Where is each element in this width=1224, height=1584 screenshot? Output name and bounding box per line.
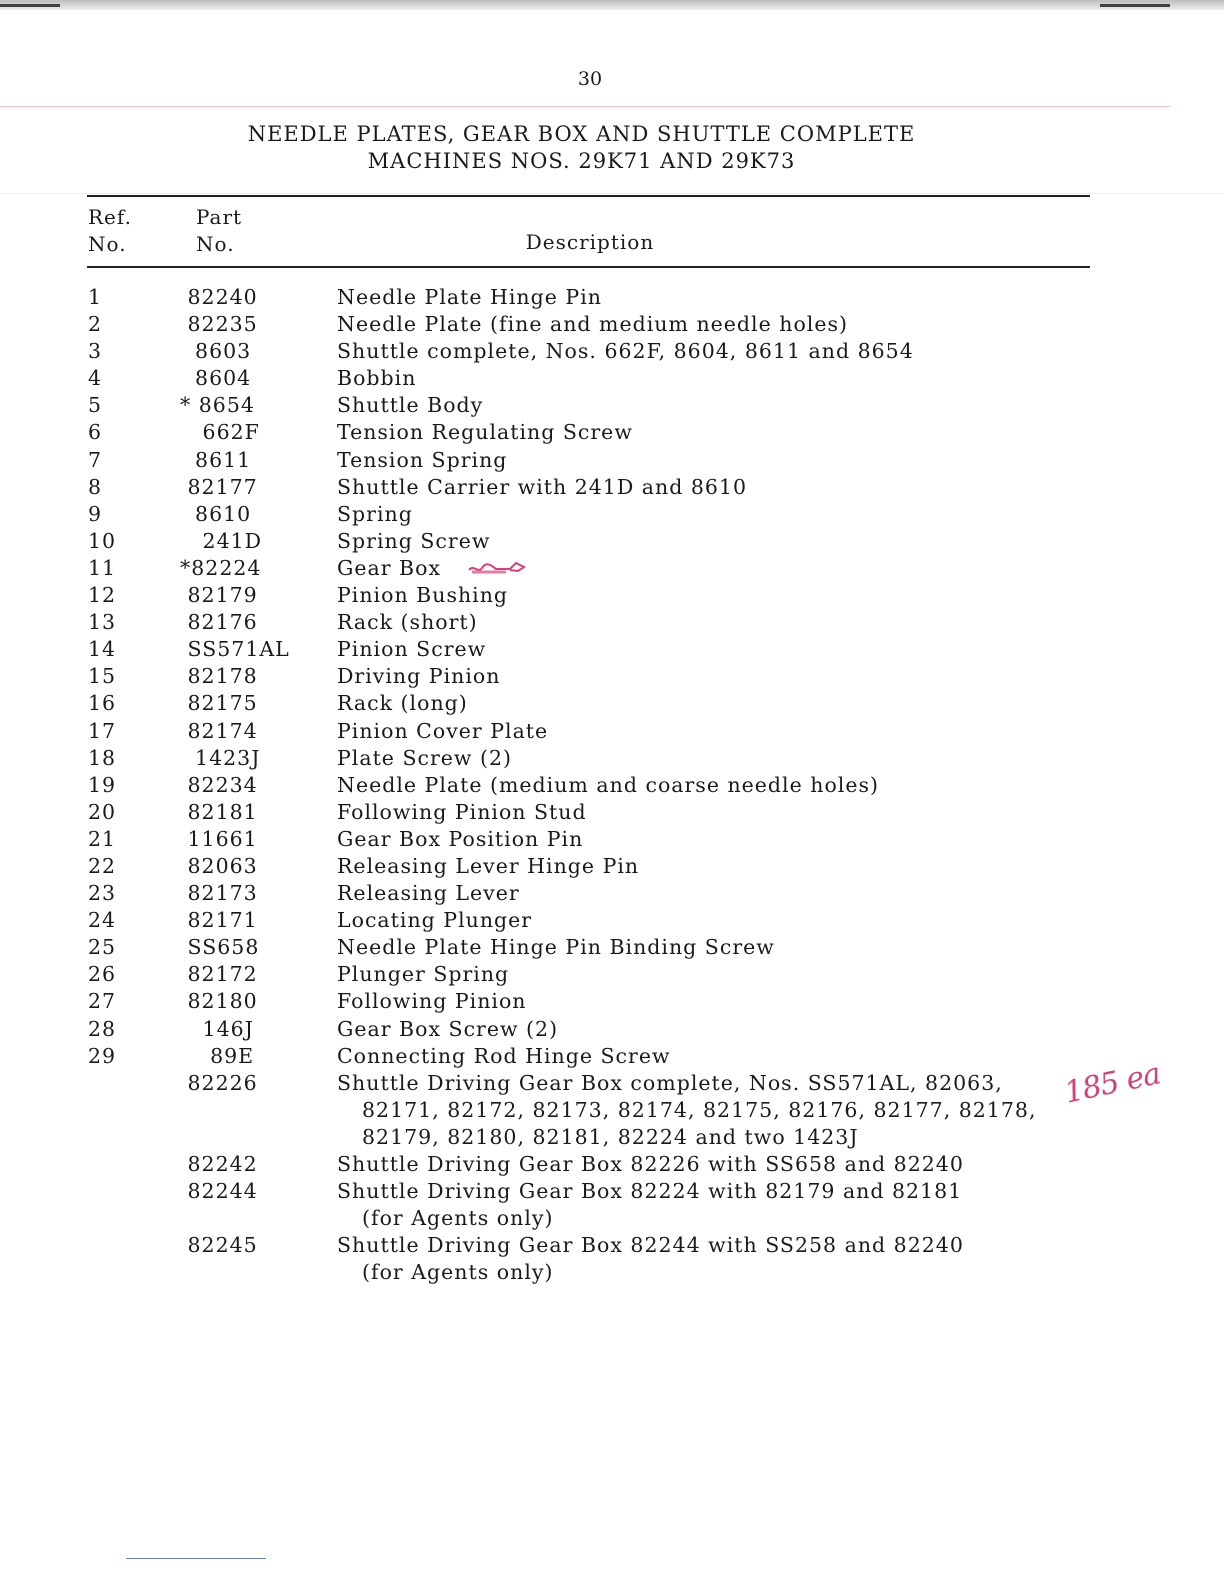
table-row: [0, 718, 1224, 745]
table-header-rule: [87, 266, 1090, 268]
table-row: [0, 582, 1224, 609]
page-title: [0, 121, 1163, 175]
description-continuation-text: (for Agents only): [362, 1206, 554, 1231]
ref-number: 1: [88, 285, 103, 309]
part-number: 662F: [180, 420, 260, 445]
ref-number: 28: [88, 1016, 117, 1041]
part-number: 82179: [180, 583, 258, 608]
part-description: Gear Box Screw (2): [337, 1016, 559, 1041]
ref-number: 16: [88, 691, 117, 716]
handwritten-margin-note: 185 ea: [1061, 1056, 1164, 1111]
part-description: Driving Pinion: [337, 664, 501, 689]
description-continuation: [0, 1205, 1224, 1232]
parts-table-body: [0, 284, 1224, 1286]
part-number: 82245: [180, 1233, 258, 1258]
ref-number: 17: [88, 718, 117, 743]
ref-number: 11: [88, 555, 117, 580]
scan-bottom-mark: [126, 1558, 266, 1559]
ref-number: 25: [88, 935, 117, 960]
ref-number: 15: [88, 664, 117, 689]
description-continuation-text: (for Agents only): [362, 1260, 554, 1285]
table-row: [0, 880, 1224, 907]
ref-number: 14: [88, 637, 117, 662]
table-row: [0, 663, 1224, 690]
part-number: 82180: [180, 989, 258, 1014]
part-number: 8604: [180, 366, 252, 391]
table-row: [0, 447, 1224, 474]
ref-number: 8: [88, 474, 103, 499]
part-description: Needle Plate (fine and medium needle holes): [337, 312, 848, 337]
table-row: [0, 1043, 1224, 1070]
part-number: 82175: [180, 691, 258, 716]
part-number: 8610: [180, 501, 252, 526]
part-description: Shuttle Carrier with 241D and 8610: [337, 474, 748, 499]
part-number: * 8654: [180, 393, 255, 418]
table-row: [0, 609, 1224, 636]
page-number: 30: [577, 68, 603, 90]
part-description: Plate Screw (2): [337, 745, 513, 770]
ref-number: 12: [88, 583, 117, 608]
part-number: 82172: [180, 962, 258, 987]
scan-edge-mark-left: [0, 4, 60, 7]
table-row: [0, 826, 1224, 853]
header-ref-line2: No.: [88, 232, 127, 256]
ref-number: 19: [88, 772, 117, 797]
table-row-assembly: [0, 1070, 1224, 1097]
ref-number: 18: [88, 745, 117, 770]
part-description: Pinion Screw: [337, 637, 487, 662]
part-number: 82178: [180, 664, 258, 689]
ref-number: 23: [88, 881, 117, 906]
ref-number: 22: [88, 853, 117, 878]
part-description: Following Pinion: [337, 989, 527, 1014]
header-description: Description: [525, 230, 655, 254]
title-line-1: NEEDLE PLATES, GEAR BOX AND SHUTTLE COMPLETE: [247, 122, 916, 146]
table-row: [0, 745, 1224, 772]
description-continuation: [0, 1097, 1224, 1124]
part-description: Tension Spring: [337, 447, 508, 472]
title-line-2: MACHINES NOS. 29K71 AND 29K73: [367, 149, 796, 173]
part-number: *82224: [180, 555, 262, 580]
table-row: [0, 799, 1224, 826]
description-continuation: [0, 1124, 1224, 1151]
table-row: [0, 419, 1224, 446]
part-description: Spring: [337, 501, 413, 526]
ref-number: 27: [88, 989, 117, 1014]
part-number: 82226: [180, 1070, 258, 1095]
header-part-line1: Part: [196, 205, 243, 229]
part-description: Shuttle Driving Gear Box 82244 with SS258 and 82240: [337, 1233, 964, 1258]
part-number: 82242: [180, 1152, 258, 1176]
description-continuation-text: 82179, 82180, 82181, 82224 and two 1423J: [362, 1124, 859, 1149]
table-row: [0, 392, 1224, 419]
ref-number: 24: [88, 908, 117, 933]
ref-number: 7: [88, 447, 103, 472]
table-top-rule: [87, 195, 1090, 197]
part-number: 82171: [180, 908, 258, 933]
table-row: [0, 555, 1224, 582]
part-description: Shuttle Driving Gear Box 82224 with 82179 and 82181: [337, 1179, 963, 1204]
ref-number: 26: [88, 962, 117, 987]
table-row-assembly: [0, 1232, 1224, 1259]
part-description: Following Pinion Stud: [337, 799, 587, 824]
part-description: Rack (short): [337, 610, 478, 635]
part-number: 1423J: [180, 745, 261, 770]
part-description: Tension Regulating Screw: [337, 420, 633, 445]
part-description: Locating Plunger: [337, 908, 533, 933]
table-row: [0, 690, 1224, 717]
table-row: [0, 338, 1224, 365]
part-number: 89E: [180, 1043, 255, 1068]
table-row: [0, 772, 1224, 799]
table-row: [0, 284, 1224, 311]
table-row: [0, 311, 1224, 338]
part-description: Needle Plate Hinge Pin: [337, 285, 602, 309]
scan-faint-line: [0, 193, 1224, 194]
table-row-assembly: [0, 1151, 1224, 1178]
part-description: Gear Box: [337, 555, 442, 580]
part-number: 8611: [180, 447, 252, 472]
ref-number: 9: [88, 501, 103, 526]
part-description: Connecting Rod Hinge Screw: [337, 1043, 671, 1068]
part-description: Needle Plate Hinge Pin Binding Screw: [337, 935, 775, 960]
scan-top-edge: [0, 0, 1224, 10]
table-row: [0, 907, 1224, 934]
table-row: [0, 961, 1224, 988]
part-number: 8603: [180, 339, 252, 364]
ref-number: 2: [88, 312, 103, 337]
part-description: Releasing Lever Hinge Pin: [337, 853, 640, 878]
part-number: 82235: [180, 312, 258, 337]
part-number: 241D: [180, 528, 263, 553]
part-number: 82240: [180, 285, 258, 309]
part-number: 82174: [180, 718, 258, 743]
ref-number: 3: [88, 339, 103, 364]
part-description: Bobbin: [337, 366, 417, 391]
ref-number: 4: [88, 366, 103, 391]
part-description: Needle Plate (medium and coarse needle holes): [337, 772, 880, 797]
description-continuation: [0, 1259, 1224, 1286]
table-row: [0, 474, 1224, 501]
part-description: Pinion Cover Plate: [337, 718, 549, 743]
table-row: [0, 365, 1224, 392]
part-number: 11661: [180, 826, 258, 851]
table-row: [0, 636, 1224, 663]
part-number: SS658: [180, 935, 260, 960]
ref-number: 21: [88, 826, 117, 851]
header-ref-line1: Ref.: [88, 205, 132, 229]
table-row-assembly: [0, 1178, 1224, 1205]
part-description: Spring Screw: [337, 528, 491, 553]
description-continuation-text: 82171, 82172, 82173, 82174, 82175, 82176, 82177, 82178,: [362, 1097, 1037, 1122]
part-description: Shuttle Driving Gear Box 82226 with SS658 and 82240: [337, 1152, 964, 1176]
part-number: 146J: [180, 1016, 254, 1041]
table-row: [0, 988, 1224, 1015]
part-number: 82181: [180, 799, 258, 824]
part-description: Plunger Spring: [337, 962, 510, 987]
part-description: Pinion Bushing: [337, 583, 509, 608]
ref-number: 13: [88, 610, 117, 635]
part-number: 82234: [180, 772, 258, 797]
ref-number: 5: [88, 393, 103, 418]
part-description: Gear Box Position Pin: [337, 826, 584, 851]
table-row: [0, 853, 1224, 880]
part-description: Shuttle Driving Gear Box complete, Nos. SS571AL, 82063,: [337, 1070, 1003, 1095]
ref-number: 29: [88, 1043, 117, 1068]
scan-edge-mark-right: [1100, 4, 1170, 7]
header-part-line2: No.: [196, 232, 235, 256]
pen-scribble-icon: [466, 556, 530, 580]
part-number: 82176: [180, 610, 258, 635]
table-row: [0, 934, 1224, 961]
part-number: 82063: [180, 853, 258, 878]
part-description: Rack (long): [337, 691, 468, 716]
ref-number: 20: [88, 799, 117, 824]
part-description: Shuttle Body: [337, 393, 484, 418]
part-number: 82244: [180, 1179, 258, 1204]
part-number: 82173: [180, 881, 258, 906]
part-description: Releasing Lever: [337, 881, 520, 906]
ref-number: 10: [88, 528, 117, 553]
part-number: 82177: [180, 474, 258, 499]
table-row: [0, 501, 1224, 528]
header-divider: [0, 106, 1170, 107]
part-description: Shuttle complete, Nos. 662F, 8604, 8611 and 8654: [337, 339, 914, 364]
ref-number: 6: [88, 420, 103, 445]
table-row: [0, 1016, 1224, 1043]
table-row: [0, 528, 1224, 555]
part-number: SS571AL: [180, 637, 290, 662]
